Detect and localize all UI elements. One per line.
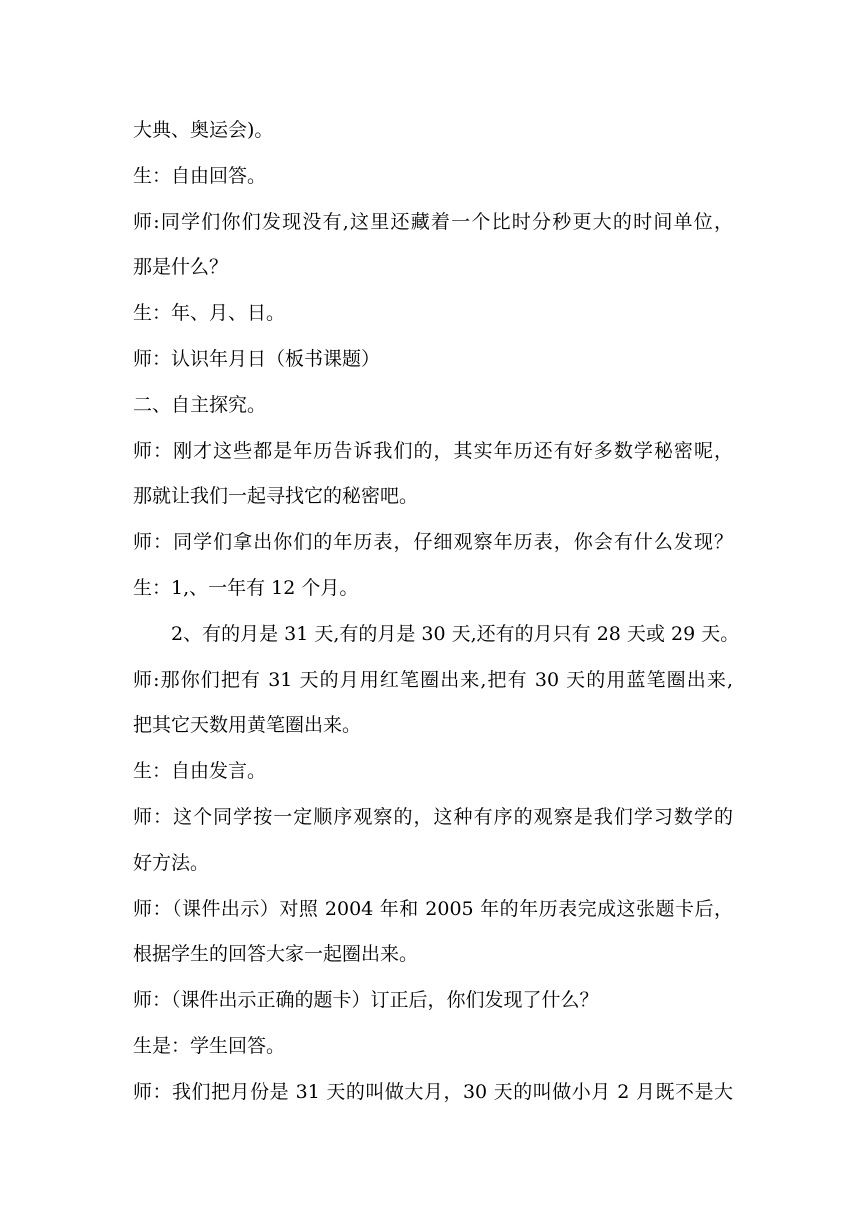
text-line: 生：1,、一年有 12 个月。	[133, 576, 359, 599]
text-line: 2、有的月是 31 天,有的月是 30 天,还有的月只有 28 天或 29 天。	[171, 622, 740, 645]
text-line: 生：自由发言。	[133, 760, 267, 783]
text-line: 师:那你们把有 31 天的月用红笔圈出来,把有 30 天的用蓝笔圈出来,	[133, 668, 733, 691]
document-body	[133, 108, 740, 1116]
text-line: 把其它天数用黄笔圈出来。	[133, 714, 362, 737]
text-line: 师：（课件出示正确的题卡）订正后，你们发现了什么？	[133, 989, 599, 1012]
text-line: 生：自由回答。	[133, 164, 267, 187]
text-line: 根据学生的回答大家一起圈出来。	[133, 943, 419, 966]
text-line: 师：认识年月日（板书课题）	[133, 347, 381, 370]
text-line: 生：年、月、日。	[133, 302, 286, 325]
text-line: 师：同学们拿出你们的年历表，仔细观察年历表，你会有什么发现？	[133, 531, 733, 554]
text-line: 大典、奥运会)。	[133, 119, 274, 141]
text-line: 那是什么？	[133, 256, 229, 279]
text-line: 师：这个同学按一定顺序观察的，这种有序的观察是我们学习数学的	[133, 805, 733, 828]
text-line: 好方法。	[133, 851, 210, 874]
text-line: 师：刚才这些都是年历告诉我们的，其实年历还有好多数学秘密呢，	[133, 439, 733, 462]
text-line: 师:同学们你们发现没有,这里还藏着一个比时分秒更大的时间单位，	[133, 210, 733, 233]
text-line: 师：（课件出示）对照 2004 年和 2005 年的年历表完成这张题卡后，	[133, 897, 733, 920]
text-line: 生是：学生回答。	[133, 1034, 286, 1057]
section-heading: 二、自主探究。	[133, 393, 267, 416]
text-line: 师：我们把月份是 31 天的叫做大月，30 天的叫做小月 2 月既不是大	[133, 1080, 733, 1103]
text-line: 那就让我们一起寻找它的秘密吧。	[133, 485, 419, 508]
